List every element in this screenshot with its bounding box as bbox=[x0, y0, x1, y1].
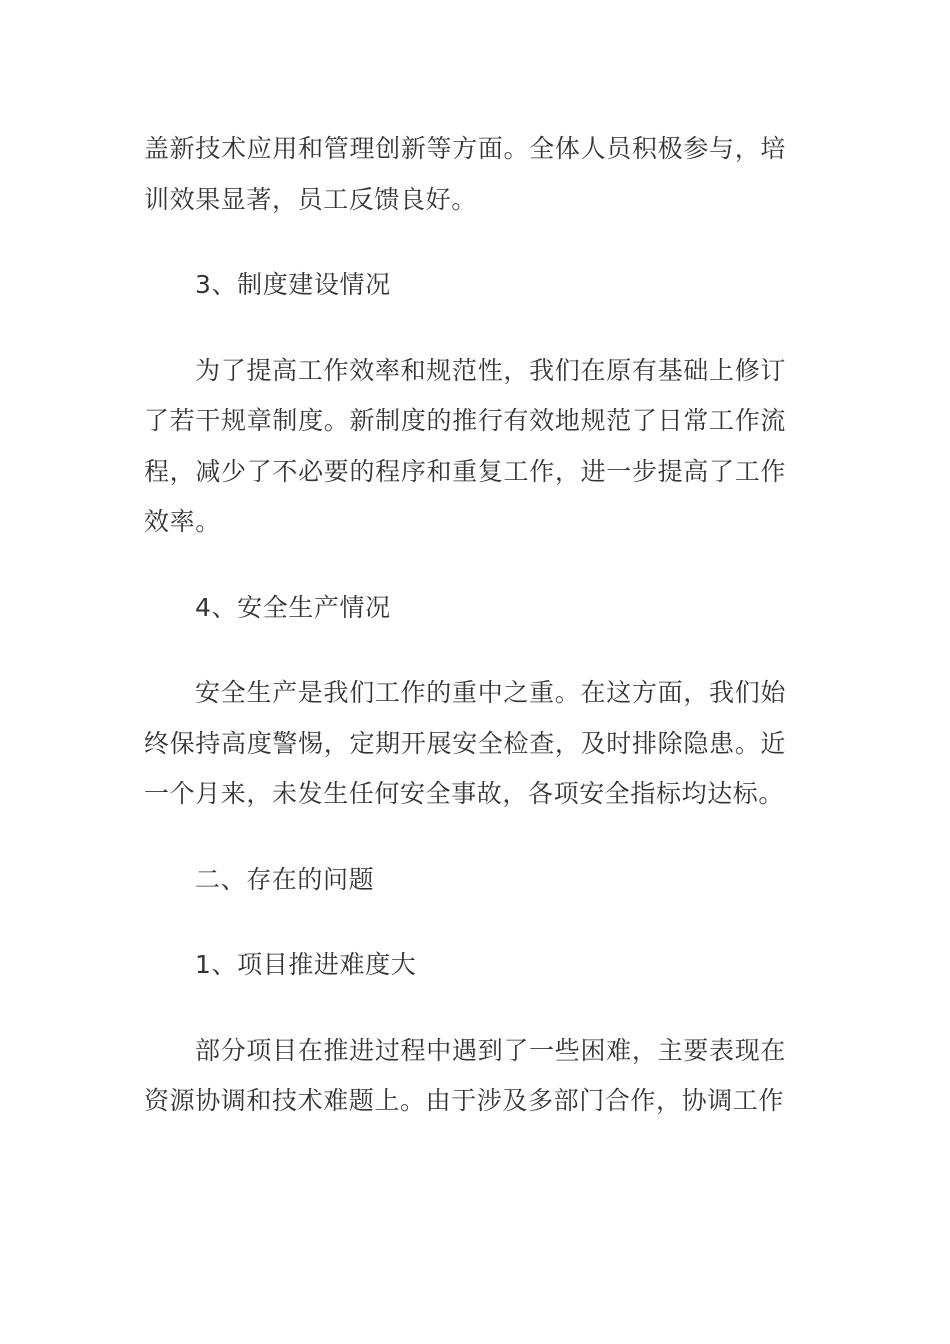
paragraph-gap bbox=[144, 905, 786, 940]
heading-existing-problems: 二、存在的问题 bbox=[195, 864, 375, 894]
document-page bbox=[144, 124, 786, 1127]
paragraph-training-continuation: 盖新技术应用和管理创新等方面。全体人员积极参与，培训效果显著，员工反馈良好。 bbox=[144, 134, 786, 214]
paragraph-gap bbox=[144, 991, 786, 1026]
paragraph-safety-production: 安全生产是我们工作的重中之重。在这方面，我们始终保持高度警惕，定期开展安全检查，及时排除隐患。近一个月来，未发生任何安全事故，各项安全指标均达标。 bbox=[144, 678, 786, 808]
heading-safety-production: 4、安全生产情况 bbox=[195, 592, 391, 622]
heading-system-construction: 3、制度建设情况 bbox=[195, 270, 391, 299]
paragraph-gap bbox=[144, 633, 786, 668]
paragraph-project-difficulty: 部分项目在推进过程中遇到了一些困难，主要表现在资源协调和技术难题上。由于涉及多部门合作，协调工作 bbox=[144, 1035, 786, 1115]
paragraph-gap bbox=[144, 548, 786, 583]
paragraph-gap bbox=[144, 820, 786, 855]
paragraph-system-construction: 为了提高工作效率和规范性，我们在原有基础上修订了若干规章制度。新制度的推行有效地规范了日常工作流程，减少了不必要的程序和重复工作，进一步提高了工作效率。 bbox=[144, 355, 786, 536]
paragraph-gap bbox=[144, 225, 786, 260]
paragraph-gap bbox=[144, 311, 786, 346]
heading-project-difficulty: 1、项目推进难度大 bbox=[195, 950, 417, 979]
